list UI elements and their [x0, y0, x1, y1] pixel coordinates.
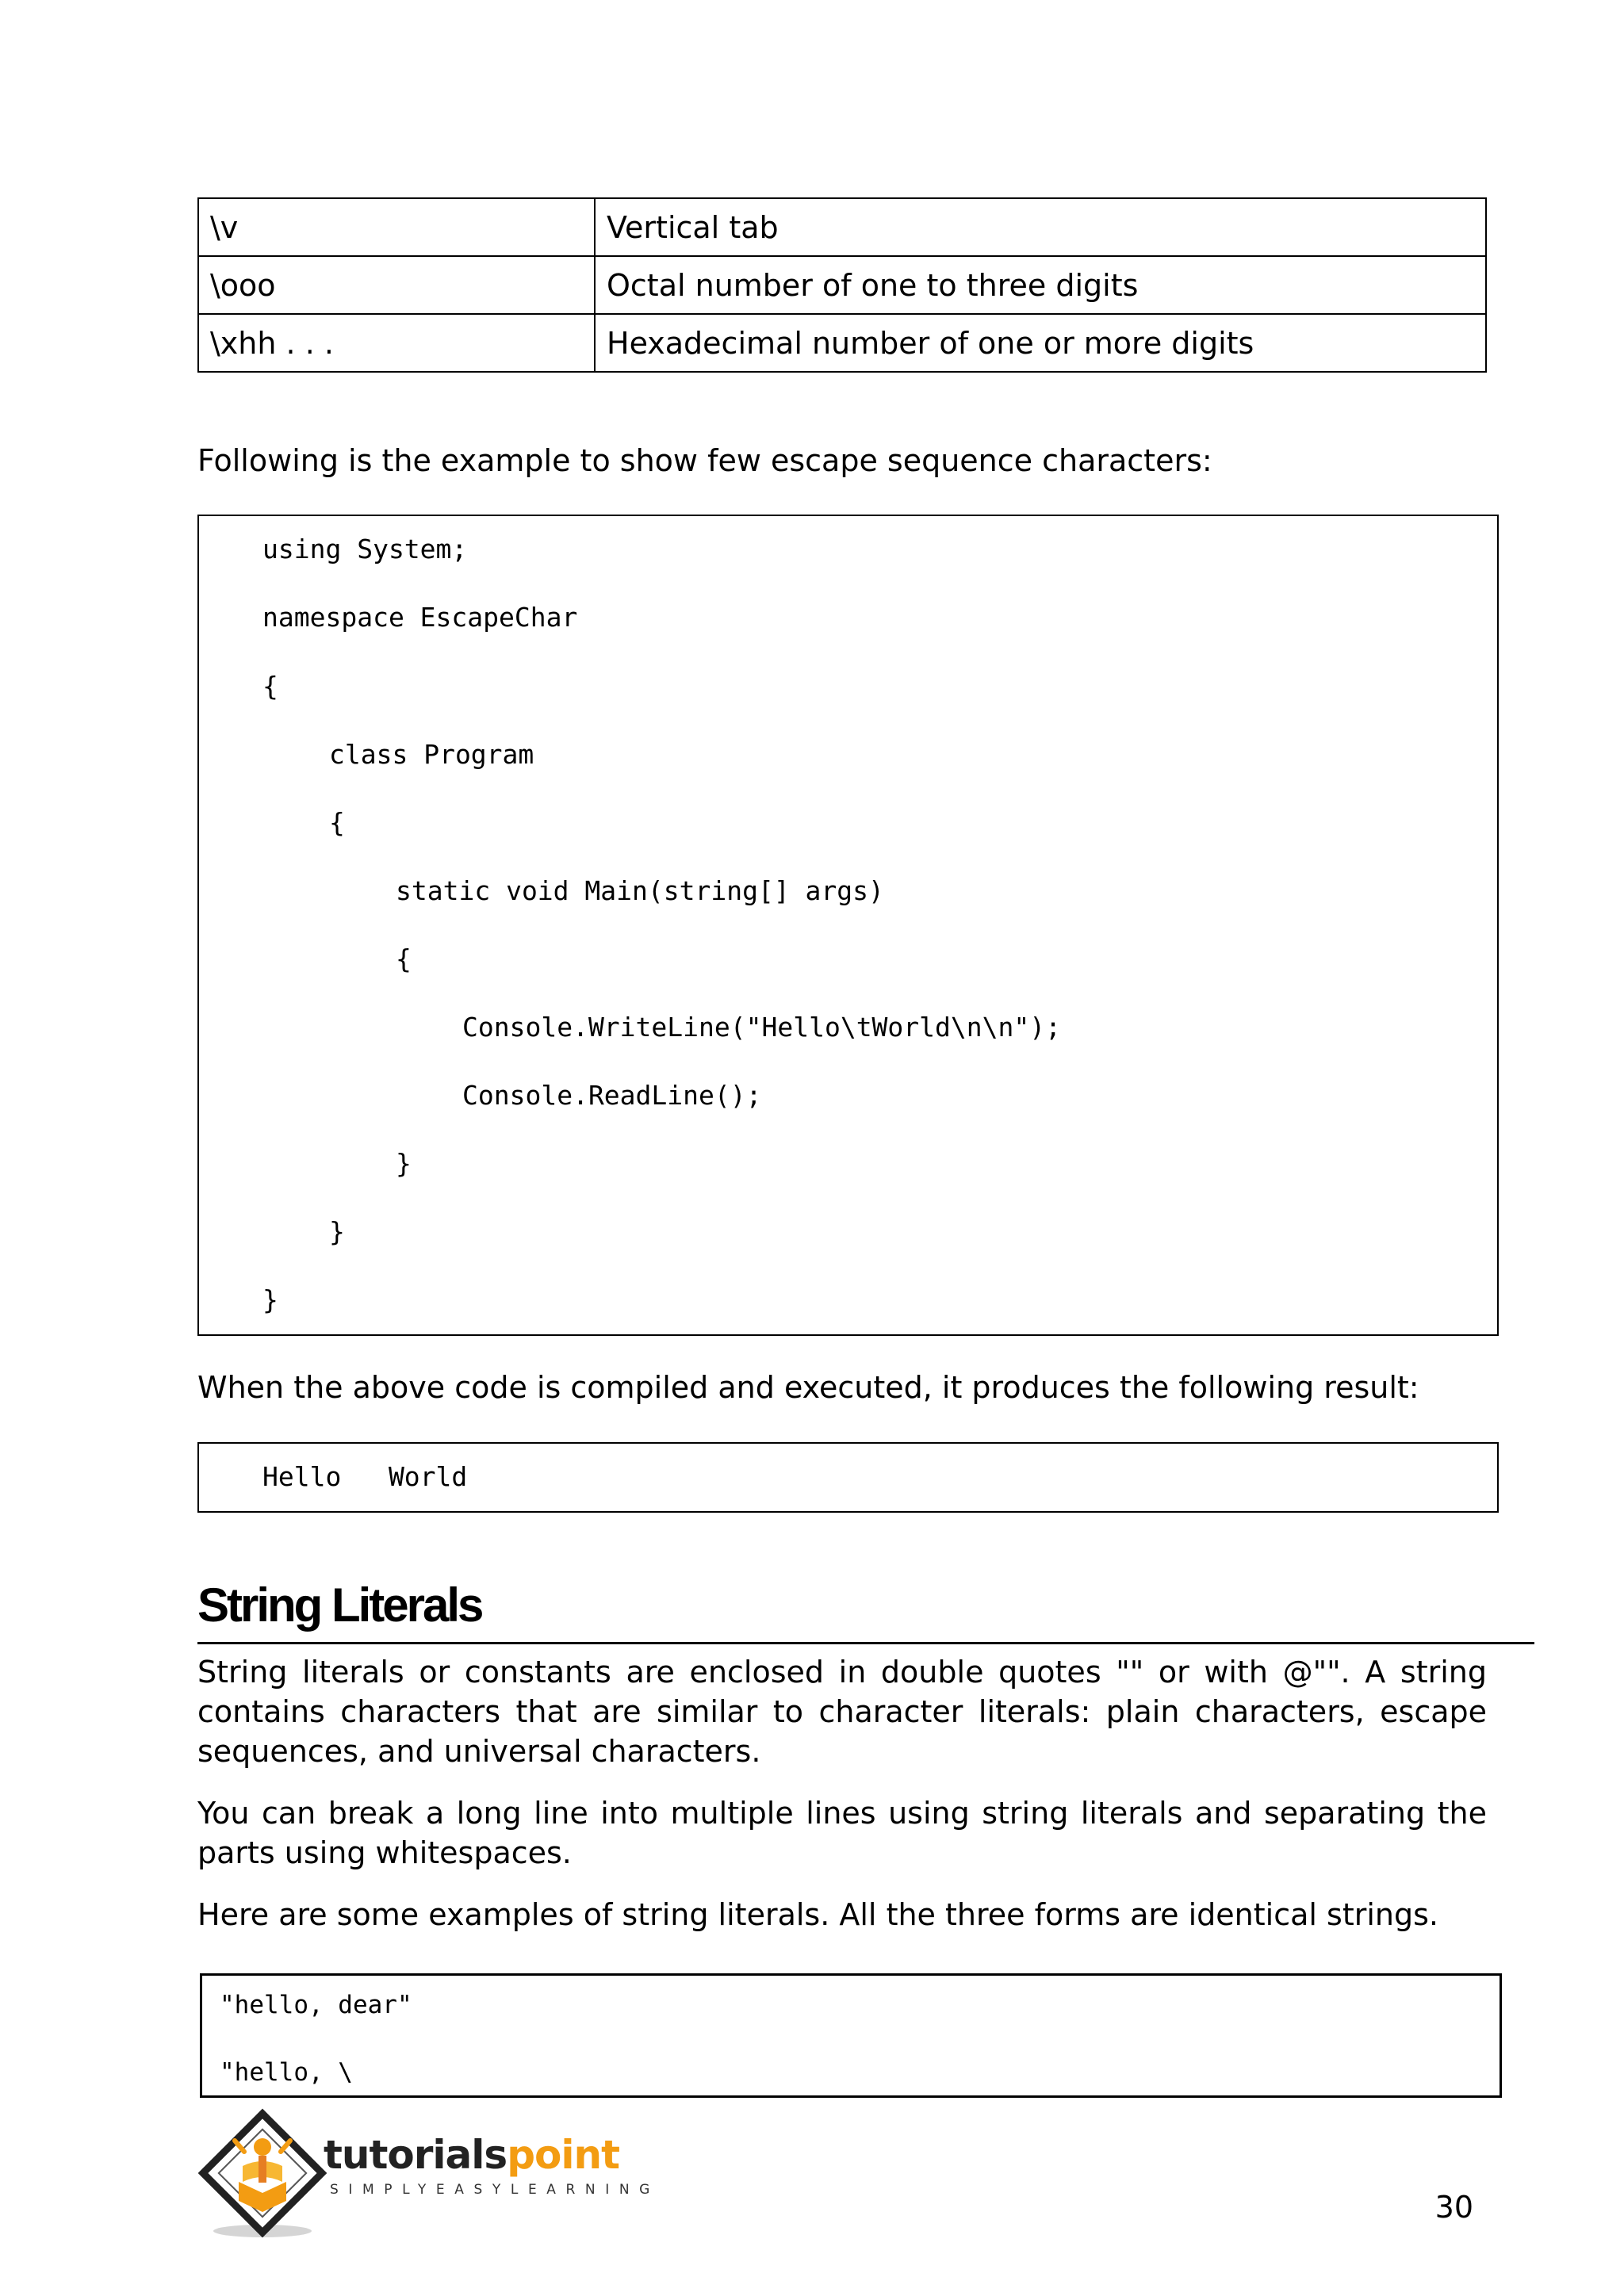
logo-word-point: point	[507, 2132, 619, 2178]
body-paragraph: You can break a long line into multiple lines using string literals and separating the parts using whitespaces.	[197, 1796, 1487, 1870]
logo-wordmark	[324, 2133, 619, 2177]
intro-paragraph: Following is the example to show few escape sequence characters:	[197, 443, 1212, 478]
logo-word-tutorials: tutorials	[324, 2132, 508, 2178]
escape-sequence-table	[197, 197, 1487, 373]
string-example-box	[200, 1973, 1502, 2098]
code-line: using System;	[262, 534, 468, 564]
body-paragraph: Here are some examples of string literals. All the three forms are identical strings.	[197, 1897, 1438, 1932]
escape-meaning-cell: Octal number of one to three digits	[595, 256, 1486, 314]
code-line: {	[329, 807, 345, 838]
section-heading: String Literals	[197, 1578, 482, 1632]
code-line: "hello, dear"	[220, 1991, 412, 2019]
table-row	[198, 256, 1486, 314]
code-line: {	[262, 671, 278, 702]
tutorialspoint-logo-icon	[195, 2106, 330, 2241]
escape-sequence-cell: \v	[198, 198, 595, 256]
code-line: }	[396, 1148, 412, 1179]
code-line: Console.ReadLine();	[462, 1080, 762, 1111]
escape-meaning-cell: Vertical tab	[595, 198, 1486, 256]
logo-tagline: SIMPLYEASYLEARNING	[330, 2182, 660, 2198]
body-paragraph: String literals or constants are enclosed in double quotes "" or with @"". A string contains characters that are similar to character literals: plain characters, escape sequences, and universal characters.	[197, 1655, 1487, 1769]
result-paragraph: When the above code is compiled and executed, it produces the following result:	[197, 1370, 1419, 1405]
tutorialspoint-logo	[195, 2106, 671, 2241]
escape-meaning-cell: Hexadecimal number of one or more digits	[595, 314, 1486, 372]
code-line: Console.WriteLine("Hello\tWorld\n\n");	[462, 1012, 1061, 1043]
code-line: class Program	[329, 739, 534, 770]
table-row	[198, 314, 1486, 372]
code-line: "hello, \	[220, 2058, 353, 2087]
escape-sequence-cell: \ooo	[198, 256, 595, 314]
code-line: static void Main(string[] args)	[396, 875, 884, 906]
heading-underline	[197, 1642, 1534, 1644]
escape-sequence-cell: \xhh . . .	[198, 314, 595, 372]
table-row	[198, 198, 1486, 256]
output-line: Hello World	[262, 1461, 468, 1492]
code-line: {	[396, 943, 412, 974]
code-line: }	[262, 1284, 278, 1315]
code-line: }	[329, 1216, 345, 1247]
code-line: namespace EscapeChar	[262, 602, 578, 633]
output-example-box	[197, 1442, 1499, 1513]
code-example-box	[197, 515, 1499, 1336]
page-number: 30	[1434, 2190, 1473, 2225]
